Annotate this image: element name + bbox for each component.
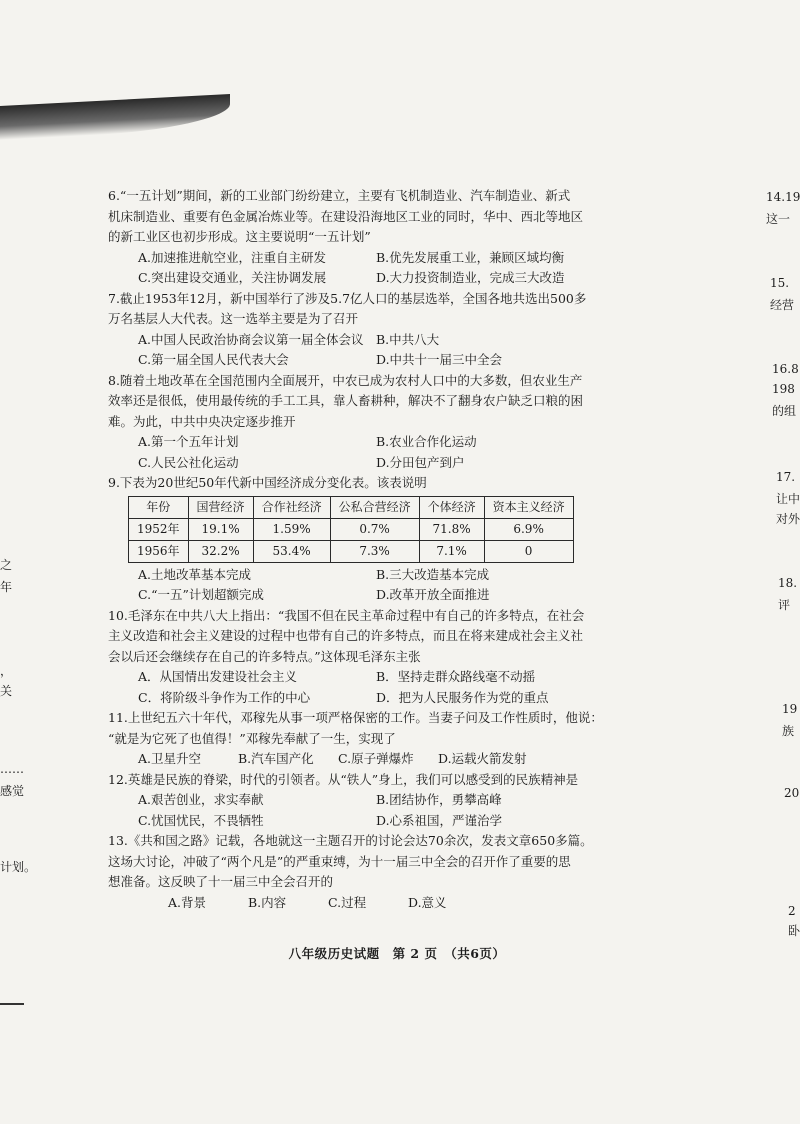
table-header-cell: 资本主义经济 — [484, 496, 573, 518]
option-b: B.汽车国产化 — [238, 751, 314, 766]
table-cell: 32.2% — [188, 540, 253, 562]
question-text-line: 6.“一五计划”期间，新的工业部门纷纷建立，主要有飞机制造业、汽车制造业、新式 — [108, 188, 571, 203]
table-cell: 71.8% — [419, 518, 484, 540]
option-d: D.改革开放全面推进 — [376, 587, 490, 602]
economy-table — [128, 496, 574, 563]
question-text-line: 主义改造和社会主义建设的过程中也带有自己的许多特点，而且在将来建成社会主义社 — [108, 628, 584, 643]
edge-text-fragment: 感觉 — [0, 784, 25, 798]
edge-text-fragment: 这一 — [766, 212, 791, 226]
option-d: D.大力投资制造业，完成三大改造 — [376, 270, 565, 285]
option-a: A.第一个五年计划 — [138, 434, 239, 449]
option-c: C.过程 — [328, 894, 367, 910]
edge-text-fragment: 19 — [782, 702, 798, 716]
table-header-cell: 年份 — [129, 496, 189, 518]
edge-text-fragment: 之 — [0, 558, 13, 572]
edge-text-fragment: 16.8 — [772, 362, 799, 376]
option-d: D.运载火箭发射 — [438, 751, 527, 766]
table-cell: 1956年 — [129, 540, 189, 562]
table-row — [129, 540, 574, 562]
option-b: B.优先发展重工业，兼顾区域均衡 — [376, 249, 565, 265]
option-a: A.中国人民政治协商会议第一届全体会议 — [138, 331, 364, 347]
edge-text-fragment: 17. — [776, 470, 796, 484]
question-text-line: 9.下表为20世纪50年代新中国经济成分变化表。该表说明 — [108, 475, 427, 490]
option-b: B.农业合作化运动 — [376, 434, 477, 449]
options — [108, 432, 642, 473]
option-a: A.土地改革基本完成 — [138, 566, 252, 582]
option-d: D.心系祖国，严谨治学 — [376, 812, 503, 828]
table-cell: 19.1% — [188, 518, 253, 540]
question-text-line: 难。为此，中共中央决定逐步推开 — [108, 413, 296, 429]
edge-text-fragment: 的组 — [772, 404, 797, 418]
option-d: D.中共十一届三中全会 — [376, 352, 503, 367]
question-text-line: 会以后还会继续存在自己的许多特点。”这体现毛泽东主张 — [108, 648, 421, 664]
table-cell: 53.4% — [253, 540, 330, 562]
option-b: B.团结协作，勇攀高峰 — [376, 792, 502, 807]
question-8 — [108, 371, 642, 474]
edge-text-fragment: 14.19 — [766, 190, 800, 204]
question-text-line: 机床制造业、重要有色金属冶炼业等。在建设沿海地区工业的同时，华中、西北等地区 — [108, 208, 584, 224]
edge-text-fragment: 族 — [782, 724, 795, 738]
edge-text-fragment: 关 — [0, 684, 13, 698]
edge-text-fragment: …… — [0, 762, 24, 776]
question-10 — [108, 606, 642, 709]
option-b: B.三大改造基本完成 — [376, 566, 490, 582]
question-text-line: 11.上世纪五六十年代，邓稼先从事一项严格保密的工作。当妻子问及工作性质时，他说： — [108, 710, 603, 725]
option-a: A.艰苦创业，求实奉献 — [138, 792, 264, 807]
table-header-row — [129, 496, 574, 518]
table-header-cell: 公私合营经济 — [330, 496, 419, 518]
table-cell: 0.7% — [330, 518, 419, 540]
option-c: C.忧国忧民，不畏牺牲 — [138, 812, 264, 828]
question-text-line: 想准备。这反映了十一届三中全会召开的 — [108, 874, 334, 889]
option-d: D.分田包产到户 — [376, 454, 465, 470]
edge-text-fragment: 20 — [784, 786, 800, 800]
table-cell: 7.1% — [419, 540, 484, 562]
question-text-line: 这场大讨论，冲破了“两个凡是”的严重束缚，为十一届三中全会的召开作了重要的思 — [108, 853, 571, 869]
option-d: D．把为人民服务作为党的重点 — [376, 689, 549, 705]
option-a: A.卫星升空 — [138, 751, 202, 766]
option-a: A．从国情出发建设社会主义 — [138, 669, 298, 684]
table-cell: 0 — [484, 540, 573, 562]
question-text-line: “就是为它死了也值得！”邓稼先奉献了一生，实现了 — [108, 730, 396, 746]
option-c: C.突出建设交通业，关注协调发展 — [138, 270, 327, 285]
option-c: C.原子弹爆炸 — [338, 751, 414, 766]
options — [108, 667, 642, 708]
table-header-cell: 合作社经济 — [253, 496, 330, 518]
question-9 — [108, 473, 642, 606]
question-text-line: 万名基层人大代表。这一选举主要是为了召开 — [108, 311, 359, 326]
table-row — [129, 518, 574, 540]
scan-edge-mark — [0, 1003, 24, 1005]
table-header-cell: 国营经济 — [188, 496, 253, 518]
option-a: A.背景 — [168, 894, 207, 910]
options — [108, 248, 642, 289]
edge-text-fragment: 2 — [788, 904, 796, 918]
question-11 — [108, 708, 642, 770]
question-text-line: 13.《共和国之路》记载，各地就这一主题召开的讨论会达70余次，发表文章650多篇。 — [108, 833, 593, 848]
option-c: C.“一五”计划超额完成 — [138, 587, 264, 602]
edge-text-fragment: 评 — [778, 598, 791, 612]
question-text-line: 效率还是很低，使用最传统的手工工具，靠人畜耕种，解决不了翻身农户缺乏口粮的困 — [108, 393, 584, 408]
options — [108, 565, 642, 606]
question-12 — [108, 770, 642, 832]
edge-text-fragment: 198 — [772, 382, 795, 396]
option-c: C.人民公社化运动 — [138, 454, 239, 470]
question-text-line: 7.截止1953年12月，新中国举行了涉及5.7亿人口的基层选举，全国各地共选出500多 — [108, 290, 587, 306]
options — [108, 749, 642, 770]
question-text-line: 8.随着土地改革在全国范围内全面展开，中农已成为农村人口中的大多数，但农业生产 — [108, 372, 583, 388]
edge-text-fragment: 15. — [770, 276, 790, 290]
question-6 — [108, 186, 642, 289]
question-column — [108, 186, 642, 913]
edge-text-fragment: 年 — [0, 580, 13, 594]
table-cell: 7.3% — [330, 540, 419, 562]
scan-shadow — [0, 94, 230, 140]
question-text-line: 10.毛泽东在中共八大上指出：“我国不但在民主革命过程中有自己的许多特点，在社会 — [108, 607, 585, 623]
page-footer: 八年级历史试题 第 2 页 （共6页） — [288, 946, 506, 961]
question-text-line: 12.英雄是民族的脊梁，时代的引领者。从“铁人”身上，我们可以感受到的民族精神是 — [108, 771, 579, 787]
options — [108, 330, 642, 371]
edge-text-fragment: 经营 — [770, 298, 795, 312]
question-13 — [108, 831, 642, 913]
option-a: A.加速推进航空业，注重自主研发 — [138, 249, 327, 265]
edge-text-fragment: 卧 — [788, 924, 800, 938]
table-cell: 1.59% — [253, 518, 330, 540]
option-c: C．将阶级斗争作为工作的中心 — [138, 689, 311, 705]
option-b: B.内容 — [248, 894, 287, 910]
question-7 — [108, 289, 642, 371]
option-b: B．坚持走群众路线毫不动摇 — [376, 669, 536, 684]
edge-text-fragment: 让中 — [776, 492, 800, 506]
options — [108, 790, 642, 831]
table-cell: 6.9% — [484, 518, 573, 540]
edge-text-fragment: 18. — [778, 576, 798, 590]
option-c: C.第一届全国人民代表大会 — [138, 352, 289, 367]
edge-text-fragment: 对外 — [776, 512, 800, 526]
edge-text-fragment: ， — [0, 664, 13, 678]
question-text-line: 的新工业区也初步形成。这主要说明“一五计划” — [108, 229, 371, 244]
edge-text-fragment: 计划。 — [0, 860, 37, 874]
option-b: B.中共八大 — [376, 331, 440, 347]
options — [108, 893, 642, 914]
table-header-cell: 个体经济 — [419, 496, 484, 518]
option-d: D.意义 — [408, 894, 447, 910]
table-cell: 1952年 — [129, 518, 189, 540]
